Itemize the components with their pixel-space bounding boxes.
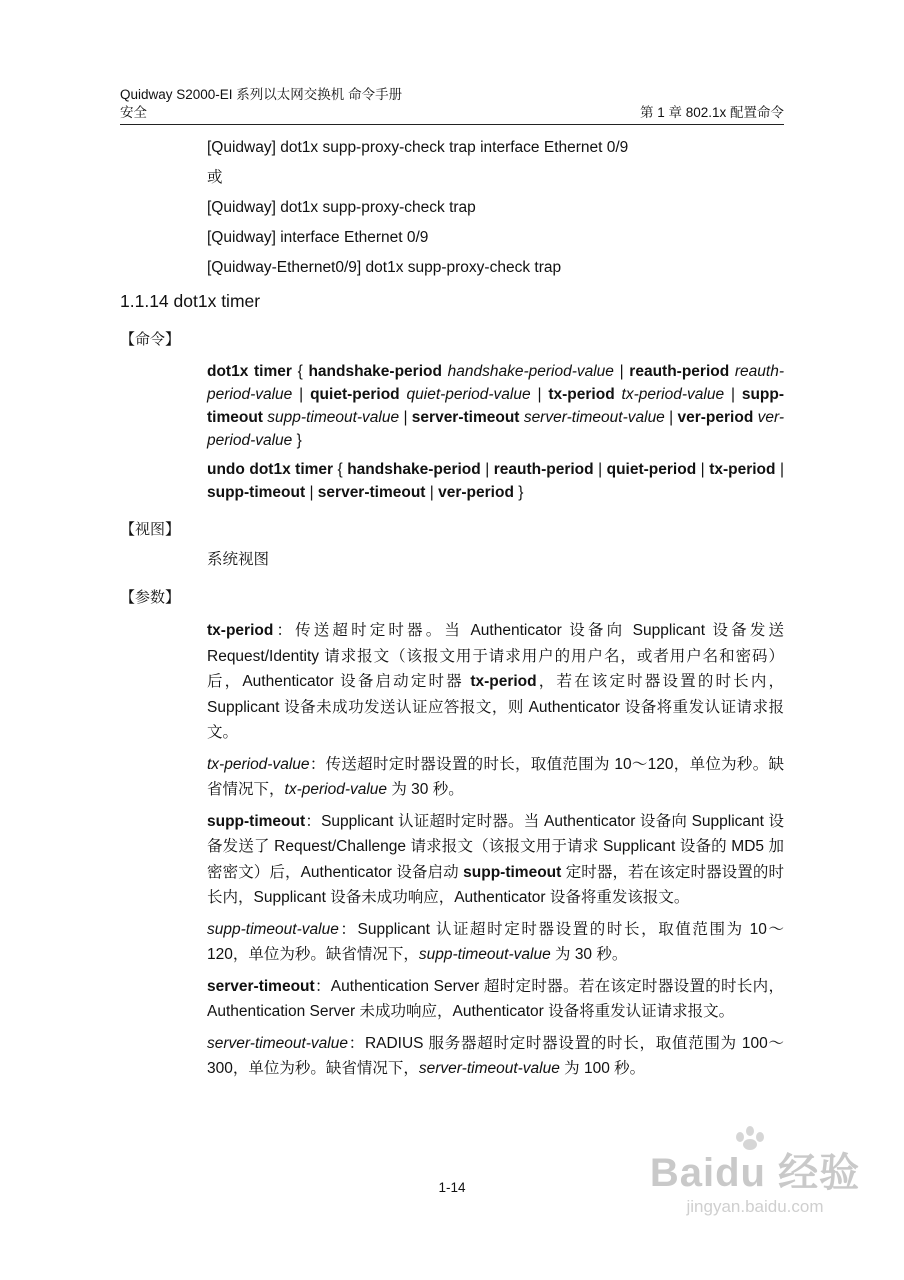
argument-text: server-timeout-value [418, 1060, 560, 1077]
command-syntax [207, 360, 784, 452]
keyword-text: handshake-period [347, 461, 481, 478]
plain-text: 为 30 秒。 [550, 946, 628, 963]
header-row [120, 104, 784, 122]
plain-text: 为 30 秒。 [387, 781, 464, 798]
example-line: [Quidway] interface Ethernet 0/9 [207, 229, 429, 246]
keyword-text: handshake-period [308, 363, 442, 380]
keyword-text: server-timeout [317, 484, 426, 501]
view-text: 系统视图 [207, 551, 270, 568]
keyword-text: undo dot1x timer [207, 461, 334, 478]
keyword-text: server-timeout [411, 409, 520, 426]
keyword-text: reauth-period [629, 363, 730, 380]
label-params: 【参数】 [120, 589, 181, 606]
paw-icon [732, 1124, 772, 1150]
plain-text: | [425, 484, 439, 501]
argument-text: tx-period-value [284, 781, 388, 798]
page-number: 1-14 [438, 1180, 466, 1195]
plain-text: } [292, 432, 302, 449]
example-line: [Quidway-Ethernet0/9] dot1x supp-proxy-check trap [207, 259, 562, 276]
plain-text: | [530, 386, 549, 403]
plain-text: 为 100 秒。 [559, 1060, 646, 1077]
keyword-text: supp-timeout [207, 812, 306, 830]
argument-text: server-timeout-value [207, 1034, 348, 1052]
keyword-text: tx-period [207, 622, 274, 639]
baidu-watermark [640, 1150, 870, 1218]
argument-text: tx-period-value [207, 755, 310, 773]
label-command: 【命令】 [120, 331, 181, 348]
param-server-timeout [207, 974, 784, 1025]
keyword-text: reauth-period [493, 461, 594, 478]
plain-text [400, 386, 407, 403]
argument-text: reauth-period-value [207, 363, 784, 403]
argument-text: handshake-period-value [447, 363, 614, 380]
plain-text: | [724, 386, 742, 403]
header-title: Quidway S2000-EI 系列以太网交换机 命令手册 [120, 87, 403, 102]
keyword-text: tx-period [709, 461, 776, 478]
param-tx-period [207, 618, 784, 746]
plain-text: | [305, 484, 318, 501]
page-header [120, 86, 784, 125]
label-view: 【视图】 [120, 521, 181, 538]
watermark-logo: Baidu 经验 [649, 1151, 861, 1195]
argument-text: supp-timeout-value [418, 946, 551, 963]
watermark-url: jingyan.baidu.com [686, 1197, 824, 1216]
plain-text: | [292, 386, 311, 403]
plain-text: | [399, 409, 412, 426]
param-tx-period-value [207, 752, 784, 803]
plain-text: | [593, 461, 607, 478]
section-heading: 1.1.14 dot1x timer [120, 291, 261, 311]
plain-text: | [480, 461, 494, 478]
keyword-text: supp-timeout [207, 484, 306, 501]
plain-text: ：Supplicant 认证超时定时器。当 Authenticator 设备向 Supplicant 设备发送了 Request/Challenge 请求报文（该报文用于请求 Supplicant 设备的 MD5 加密密文）后，Authenticator 设备启动 [207, 812, 784, 881]
keyword-text: ver-period [438, 484, 514, 501]
example-line: [Quidway] dot1x supp-proxy-check trap interface Ethernet 0/9 [207, 139, 629, 156]
undo-command-syntax [207, 458, 784, 504]
page-content [120, 138, 784, 1088]
keyword-text: quiet-period [310, 386, 400, 403]
keyword-text: quiet-period [606, 461, 697, 478]
plain-text: { [333, 461, 348, 478]
example-line: [Quidway] dot1x supp-proxy-check trap [207, 199, 476, 216]
argument-text: supp-timeout-value [267, 409, 400, 426]
plain-text: ：RADIUS 服务器超时定时器设置的时长，取值范围为 100～300，单位为秒。缺省情况下， [207, 1034, 784, 1077]
keyword-text: ver-period [677, 409, 754, 426]
argument-text: tx-period-value [621, 386, 725, 403]
plain-text: ：传送超时定时器。当 Authenticator 设备向 Supplicant 设备发送 Request/Identity 请求报文（该报文用于请求用户的用户名，或者用户名和密码）后，Authenticator 设备启动定时器 [207, 622, 784, 690]
keyword-text: supp-timeout [207, 386, 785, 426]
plain-text: { [291, 363, 309, 380]
plain-text: | [613, 363, 630, 380]
plain-text: ：Supplicant 认证超时定时器设置的时长，取值范围为 10～120，单位为秒。缺省情况下， [207, 920, 784, 963]
plain-text [615, 386, 622, 403]
argument-text: quiet-period-value [406, 386, 531, 403]
param-server-timeout-value [207, 1031, 784, 1082]
header-chapter: 第 1 章 802.1x 配置命令 [639, 105, 784, 120]
argument-text: ver-period-value [207, 409, 785, 449]
param-supp-timeout-value [207, 917, 784, 968]
plain-text: ：传送超时定时器设置的时长，取值范围为 10～120，单位为秒。缺省情况下， [207, 755, 784, 798]
keyword-text: tx-period [470, 673, 537, 690]
keyword-text: tx-period [548, 386, 615, 403]
plain-text: | [775, 461, 785, 478]
plain-text: 定时器，若在该定时器设置的时长内，Supplicant 设备未成功响应，Authenticator 设备将重发该报文。 [207, 863, 784, 906]
header-rule [120, 124, 784, 125]
keyword-text: supp-timeout [463, 863, 562, 881]
header-section: 安全 [120, 105, 147, 120]
argument-text: server-timeout-value [523, 409, 665, 426]
plain-text: } [513, 484, 524, 501]
keyword-text: dot1x timer [207, 363, 292, 380]
plain-text: | [696, 461, 710, 478]
argument-text: supp-timeout-value [207, 920, 339, 938]
example-or: 或 [207, 169, 223, 186]
plain-text: ，若在该定时器设置的时长内，Supplicant 设备未成功发送认证应答报文，则 Authenticator 设备将重发认证请求报文。 [207, 673, 784, 741]
param-supp-timeout [207, 809, 784, 911]
plain-text: | [664, 409, 678, 426]
keyword-text: server-timeout [207, 977, 315, 995]
plain-text: ：Authentication Server 超时定时器。若在该定时器设置的时长内，Authentication Server 未成功响应，Authenticator 设备将重发认证请求报文。 [207, 977, 784, 1020]
